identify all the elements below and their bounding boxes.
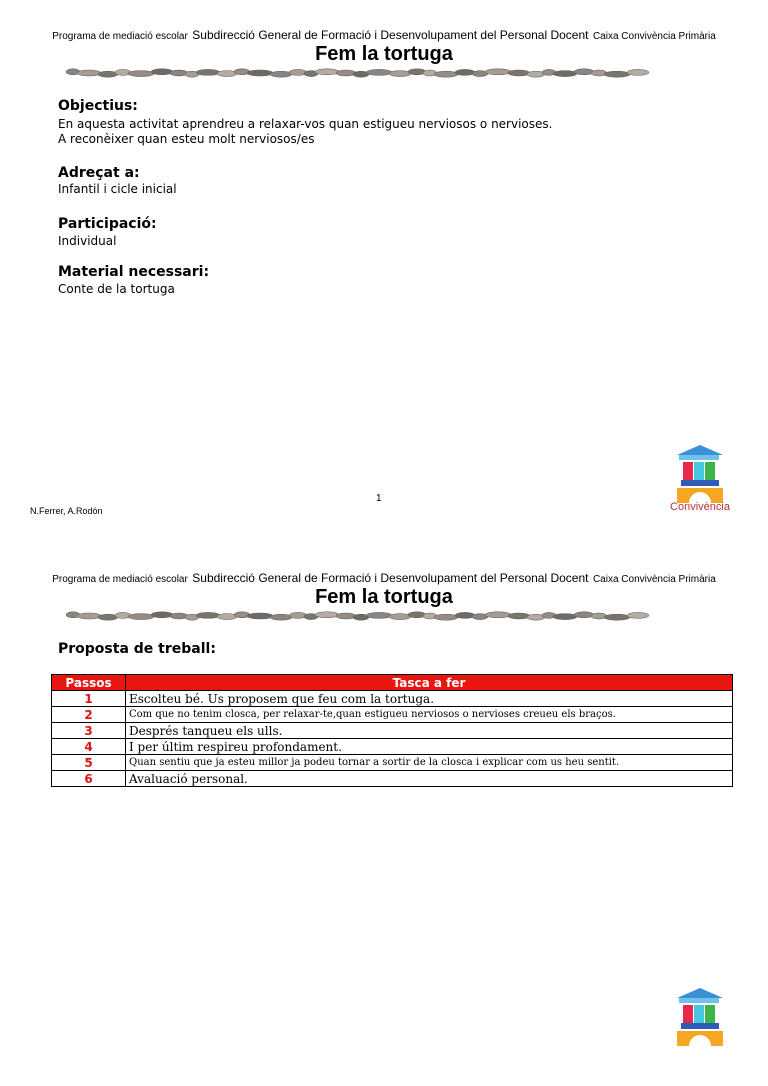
objectives-heading: Objectius:: [58, 98, 138, 114]
table-row: [52, 771, 733, 787]
step-task: I per últim respireu profondament.: [126, 739, 733, 755]
authors: N.Ferrer, A.Rodón: [30, 506, 103, 516]
step-task: Escolteu bé. Us proposem que feu com la tortuga.: [126, 691, 733, 707]
work-proposal-heading: Proposta de treball:: [58, 641, 216, 657]
objectives-line-2: A reconèixer quan esteu molt nerviosos/es: [58, 132, 315, 146]
convivencia-logo: [665, 986, 735, 1060]
convivencia-blocks-icon: [665, 443, 735, 503]
header-right: Caixa Convivència Primària: [592, 574, 716, 585]
step-task: Com que no tenim closca, per relaxar-te,quan estigueu nerviosos o nervioses creueu els braços.: [126, 707, 733, 723]
step-number: 5: [52, 755, 126, 771]
steps-table: [51, 674, 733, 787]
objectives-line-1: En aquesta activitat aprendreu a relaxar-vos quan estigueu nerviosos o nervioses.: [58, 117, 553, 131]
participation-heading: Participació:: [58, 216, 157, 232]
page-2: [0, 543, 768, 1086]
stones-divider-icon: [60, 65, 650, 81]
table-row: [52, 691, 733, 707]
step-number: 6: [52, 771, 126, 787]
step-number: 3: [52, 723, 126, 739]
table-row: [52, 755, 733, 771]
convivencia-logo: [665, 443, 735, 517]
step-task: Després tanqueu els ulls.: [126, 723, 733, 739]
header-center: Subdirecció General de Formació i Desenvolupament del Personal Docent: [192, 28, 589, 42]
header-left: Programa de mediació escolar: [52, 31, 188, 42]
column-header-task: Tasca a fer: [126, 675, 733, 691]
audience-heading: Adreçat a:: [58, 165, 140, 181]
column-header-steps: Passos: [52, 675, 126, 691]
step-task: Quan sentiu que ja esteu millor ja podeu tornar a sortir de la closca i explicar com us heu sentit.: [126, 755, 733, 771]
table-row: [52, 723, 733, 739]
participation-text: Individual: [58, 234, 117, 248]
page-number: 1: [376, 493, 382, 504]
table-row: [52, 707, 733, 723]
stones-divider-icon: [60, 608, 650, 624]
convivencia-blocks-icon: [665, 986, 735, 1046]
material-text: Conte de la tortuga: [58, 282, 175, 296]
header-left: Programa de mediació escolar: [52, 574, 188, 585]
header-right: Caixa Convivència Primària: [592, 31, 716, 42]
table-header-row: [52, 675, 733, 691]
page-title: Fem la tortuga: [315, 586, 453, 608]
step-task: Avaluació personal.: [126, 771, 733, 787]
table-row: [52, 739, 733, 755]
step-number: 1: [52, 691, 126, 707]
page-title: Fem la tortuga: [315, 43, 453, 65]
audience-text: Infantil i cicle inicial: [58, 182, 177, 196]
step-number: 2: [52, 707, 126, 723]
logo-label: Convivència: [670, 501, 730, 513]
material-heading: Material necessari:: [58, 264, 210, 280]
header-center: Subdirecció General de Formació i Desenvolupament del Personal Docent: [192, 571, 589, 585]
step-number: 4: [52, 739, 126, 755]
